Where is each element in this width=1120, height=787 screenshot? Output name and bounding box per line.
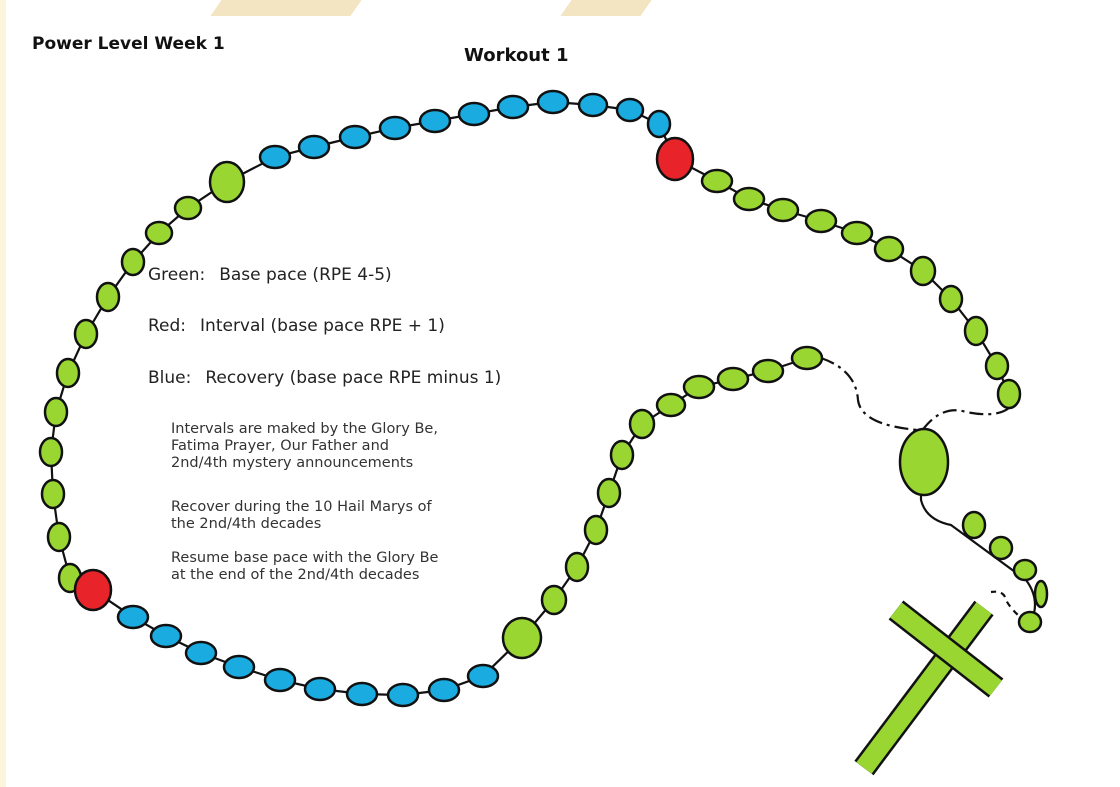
green-bead [48, 523, 70, 551]
green-bead [1019, 612, 1041, 632]
blue-bead [648, 111, 670, 137]
green-bead [45, 398, 67, 426]
green-bead [684, 376, 714, 398]
green-bead [97, 283, 119, 311]
green-bead [175, 197, 201, 219]
green-bead [1014, 560, 1036, 580]
legend-red [148, 316, 445, 336]
green-bead [990, 537, 1012, 559]
green-bead [986, 353, 1008, 379]
green-bead [122, 249, 144, 275]
green-bead [940, 286, 962, 312]
crucifix [864, 608, 996, 768]
blue-bead [388, 684, 418, 706]
page-title: Power Level Week 1 [32, 34, 225, 54]
green-bead [657, 394, 685, 416]
blue-bead [347, 683, 377, 705]
blue-bead [224, 656, 254, 678]
blue-bead [380, 117, 410, 139]
note-intervals: Intervals are maked by the Glory Be, Fatima Prayer, Our Father and 2nd/4th mystery announcements [171, 421, 438, 471]
crucifix-center [941, 643, 951, 656]
blue-bead [538, 91, 568, 113]
legend-red-key: Red: [148, 316, 187, 336]
green-bead [1035, 581, 1047, 607]
red-large-bead [75, 570, 111, 610]
green-bead [963, 512, 985, 538]
blue-bead [498, 96, 528, 118]
green-bead [542, 586, 566, 614]
blue-bead [305, 678, 335, 700]
blue-bead [260, 146, 290, 168]
green-bead [630, 410, 654, 438]
blue-bead [265, 669, 295, 691]
diagram-canvas [6, 0, 1120, 787]
rosary-diagram [6, 0, 1120, 787]
blue-bead [617, 99, 643, 121]
blue-bead [468, 665, 498, 687]
chain-connector [921, 408, 1009, 432]
green-large-bead [503, 618, 541, 658]
green-bead [598, 479, 620, 507]
legend-green [148, 265, 392, 285]
note-resume: Resume base pace with the Glory Be at the end of the 2nd/4th decades [171, 550, 439, 583]
blue-bead [299, 136, 329, 158]
legend-blue-key: Blue: [148, 368, 192, 388]
green-bead [718, 368, 748, 390]
legend-green-key: Green: [148, 265, 206, 285]
green-bead [768, 199, 798, 221]
green-bead [792, 347, 822, 369]
legend-green-text: Base pace (RPE 4-5) [219, 265, 392, 285]
green-bead [42, 480, 64, 508]
green-bead [875, 237, 903, 261]
green-bead [611, 441, 633, 469]
green-bead [75, 320, 97, 348]
green-bead [842, 222, 872, 244]
green-bead [806, 210, 836, 232]
blue-bead [459, 103, 489, 125]
red-large-bead [657, 138, 693, 180]
green-bead [57, 359, 79, 387]
green-bead [911, 257, 935, 285]
green-bead [585, 516, 607, 544]
green-bead [734, 188, 764, 210]
blue-bead [186, 642, 216, 664]
green-bead [40, 438, 62, 466]
centerpiece-bead [900, 429, 948, 495]
blue-bead [118, 606, 148, 628]
blue-bead [420, 110, 450, 132]
green-large-bead [210, 162, 244, 202]
chain-connector [821, 358, 918, 430]
workout-title: Workout 1 [464, 45, 569, 66]
blue-bead [579, 94, 607, 116]
chain-segment [659, 124, 1009, 394]
legend-red-text: Interval (base pace RPE + 1) [200, 316, 445, 336]
blue-bead [340, 126, 370, 148]
blue-bead [429, 679, 459, 701]
note-recover: Recover during the 10 Hail Marys of the 2nd/4th decades [171, 499, 432, 532]
green-bead [998, 380, 1020, 408]
blue-bead [151, 625, 181, 647]
green-bead [753, 360, 783, 382]
legend-blue-text: Recovery (base pace RPE minus 1) [205, 368, 502, 388]
green-bead [566, 553, 588, 581]
green-bead [146, 222, 172, 244]
green-bead [965, 317, 987, 345]
legend-blue [148, 368, 501, 388]
green-bead [702, 170, 732, 192]
